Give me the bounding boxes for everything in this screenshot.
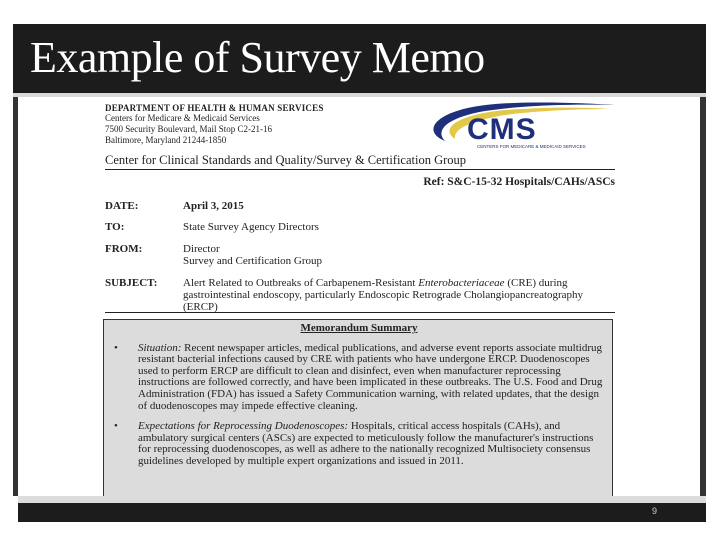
from-value-2: Survey and Certification Group [183, 255, 322, 267]
memo-image [97, 97, 623, 496]
from-label: FROM: [105, 243, 143, 255]
cms-logo [415, 101, 620, 151]
page-number: 9 [651, 506, 657, 516]
date-label: DATE: [105, 200, 139, 212]
svg-text:CENTERS FOR MEDICARE & MEDICAI: CENTERS FOR MEDICARE & MEDICAID SERVICES [477, 144, 586, 149]
footer-bar [18, 503, 706, 522]
reference-number: Ref: S&C-15-32 Hospitals/CAHs/ASCs [423, 176, 615, 188]
letterhead-city: Baltimore, Maryland 21244-1850 [105, 135, 227, 145]
subject-label: SUBJECT: [105, 277, 158, 289]
title-bar [13, 24, 706, 93]
letterhead-agency: Centers for Medicare & Medicaid Services [105, 113, 260, 123]
from-value-1: Director [183, 243, 220, 255]
letterhead-address: 7500 Security Boulevard, Mail Stop C2-21-16 [105, 124, 272, 134]
divider [18, 496, 706, 503]
svg-text:CMS: CMS [467, 113, 537, 146]
group-heading: Center for Clinical Standards and Quality/Survey & Certification Group [105, 153, 615, 170]
letterhead-dept: DEPARTMENT OF HEALTH & HUMAN SERVICES [105, 103, 324, 113]
summary-title: Memorandum Summary [300, 322, 418, 334]
memorandum-summary [103, 319, 613, 496]
subject-value: Alert Related to Outbreaks of Carbapenem-Resistant Enterobacteriaceae (CRE) during gastrointestinal endoscopy, particularly Endoscopic Retrograde Cholangiopancreatography (ERCP) [183, 277, 584, 313]
slide-title: Example of Survey Memo [30, 33, 485, 82]
summary-bullet: • Situation: Recent newspaper articles, medical publications, and adverse event reports associate multidrug resistant bacterial infections caused by CRE with patients who have undergone ERCP. Duodenoscopes used to perform ERCP are difficult to clean and disinfect, even when manufacturer reprocessing instructions are followed correctly, and have been implicated in these outbreaks. The U.S. Food and Drug Administration (FDA) has issued a Safety Communication warning, with related updates, that the design of duodenoscopes may impede effective cleaning. [114, 341, 603, 412]
to-label: TO: [105, 221, 125, 233]
divider [105, 312, 615, 313]
summary-bullet: • Expectations for Reprocessing Duodenoscopes: Hospitals, critical access hospitals (CAHs), and ambulatory surgical centers (ASCs) are expected to meticulously follow the manufacturer's instructions for reprocessing duodenoscopes, as well as adhere to the nationally recognized Multisociety consensus guidelines developed by multiple expert organizations and issued in 2011. [114, 420, 594, 467]
date-value: April 3, 2015 [183, 200, 244, 212]
to-value: State Survey Agency Directors [183, 221, 319, 233]
